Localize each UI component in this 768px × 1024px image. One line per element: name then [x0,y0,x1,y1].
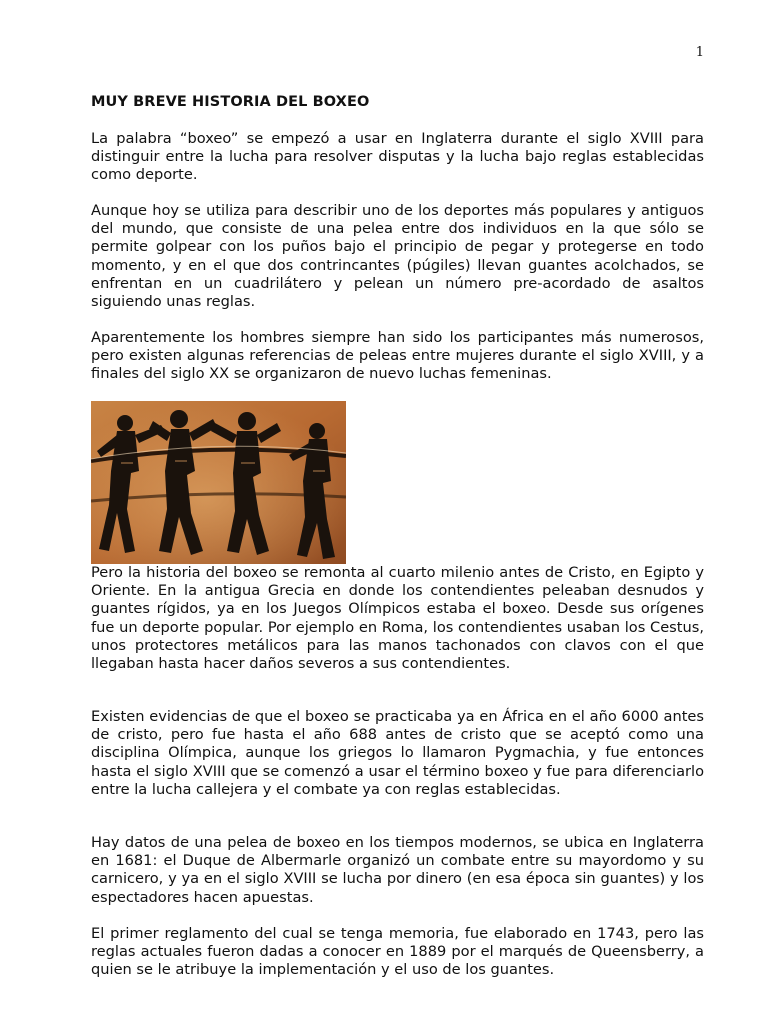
paragraph-5: Existen evidencias de que el boxeo se practicaba ya en África en el año 6000 antes de cristo, pero fue hasta el año 688 antes de cristo que se aceptó como una disciplina Olímpica, aunque los griegos lo llamaron Pygmachia, y fue entonces hasta el siglo XVIII que se comenzó a usar el término boxeo y fue para diferenciarlo entre la lucha callejera y el combate ya con reglas establecidas. [91,708,704,798]
paragraph-1: La palabra “boxeo” se empezó a usar en Inglaterra durante el siglo XVIII para distinguir entre la lucha para resolver disputas y la lucha bajo reglas establecidas como deporte. [91,130,704,184]
greek-vase-boxers-image [91,401,346,564]
document-title: MUY BREVE HISTORIA DEL BOXEO [91,94,370,110]
paragraph-4: Pero la historia del boxeo se remonta al cuarto milenio antes de Cristo, en Egipto y Oriente. En la antigua Grecia en donde los contendientes peleaban desnudos y guantes rígidos, ya en los Juegos Olímpicos estaba el boxeo. Desde sus orígenes fue un deporte popular. Por ejemplo en Roma, los contendientes usaban los Cestus, unos protectores metálicos para las manos tachonados con clavos con el que llegaban hasta hacer daños severos a sus contendientes. [91,564,704,673]
paragraph-3: Aparentemente los hombres siempre han sido los participantes más numerosos, pero existen algunas referencias de peleas entre mujeres durante el siglo XVIII, y a finales del siglo XX se organizaron de nuevo luchas femeninas. [91,329,704,383]
page-number: 1 [695,45,704,60]
paragraph-2: Aunque hoy se utiliza para describir uno de los deportes más populares y antiguos del mundo, que consiste de una pelea entre dos individuos en la que sólo se permite golpear con los puños bajo el principio de pegar y protegerse en todo momento, y en el que dos contrincantes (púgiles) llevan guantes acolchados, se enfrentan en un cuadrilátero y pelean un número pre-acordado de asaltos siguiendo unas reglas. [91,202,704,311]
paragraph-6: Hay datos de una pelea de boxeo en los tiempos modernos, se ubica en Inglaterra en 1681: el Duque de Albermarle organizó un combate entre su mayordomo y su carnicero, y ya en el siglo XVIII se lucha por dinero (en esa época sin guantes) y los espectadores hacen apuestas. [91,834,704,906]
paragraph-7: El primer reglamento del cual se tenga memoria, fue elaborado en 1743, pero las reglas actuales fueron dadas a conocer en 1889 por el marqués de Queensberry, a quien se le atribuye la implementación y el uso de los guantes. [91,925,704,979]
